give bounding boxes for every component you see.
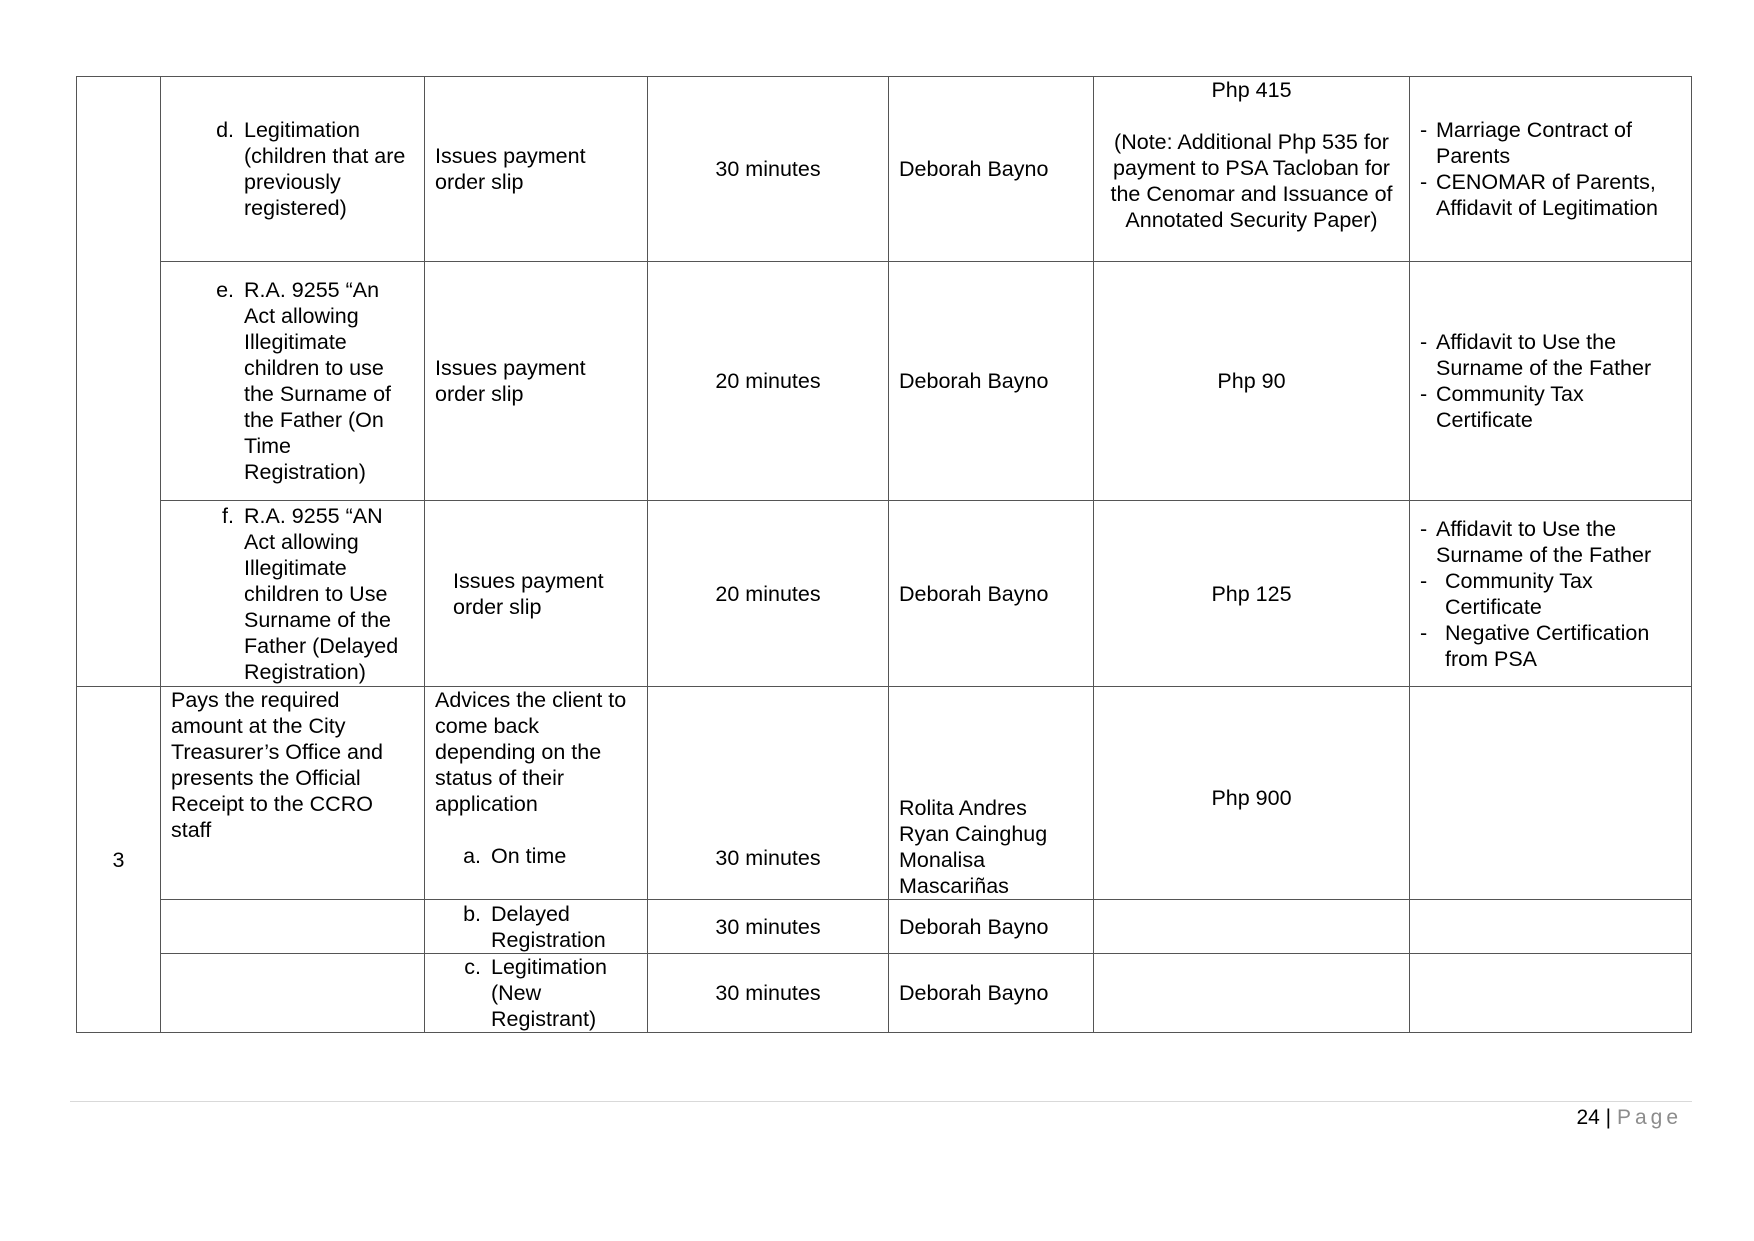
agency-action-cell bbox=[425, 954, 648, 1033]
requirements-cell: - Marriage Contract of Parents - CENOMAR of Parents, Affidavit of Legitimation bbox=[1410, 77, 1692, 262]
client-step-cell: Pays the required amount at the City Treasurer’s Office and presents the Official Receipt to the CCRO staff bbox=[161, 687, 425, 900]
person-name: Rolita Andres bbox=[899, 796, 1027, 820]
person-responsible-cell: Deborah Bayno bbox=[889, 262, 1094, 501]
person-responsible-cell bbox=[889, 687, 1094, 900]
processing-time-cell: 30 minutes bbox=[648, 687, 889, 900]
person-name: Ryan Cainghug bbox=[899, 822, 1048, 846]
footer-separator: | bbox=[1605, 1106, 1612, 1129]
step-number-cell bbox=[77, 77, 161, 687]
requirement-item: Community Tax Certificate bbox=[1445, 568, 1593, 619]
person-responsible-cell: Deborah Bayno bbox=[889, 900, 1094, 954]
client-step-cell bbox=[161, 77, 425, 262]
person-name: Mascariñas bbox=[899, 874, 1009, 898]
page-footer bbox=[1576, 1105, 1682, 1131]
agency-action-text: Advices the client to come back depending on the status of their application bbox=[435, 688, 627, 816]
step-number-cell: 3 bbox=[77, 687, 161, 1033]
agency-action-cell: Issues payment order slip bbox=[425, 501, 648, 687]
requirements-cell: - Affidavit to Use the Surname of the Father - Community Tax Certificate - Negative Certification from PSA bbox=[1410, 501, 1692, 687]
processing-time-cell: 30 minutes bbox=[648, 900, 889, 954]
action-item-text: On time bbox=[491, 844, 567, 868]
list-marker: e. bbox=[216, 278, 234, 302]
services-table bbox=[76, 76, 1692, 1033]
table-row bbox=[77, 954, 1692, 1033]
table-row bbox=[77, 262, 1692, 501]
requirement-item: Community Tax Certificate bbox=[1436, 382, 1584, 432]
person-responsible-cell: Deborah Bayno bbox=[889, 501, 1094, 687]
list-marker: b. bbox=[463, 901, 481, 926]
requirement-item: Marriage Contract of Parents bbox=[1436, 118, 1632, 168]
requirement-item: Affidavit to Use the Surname of the Father bbox=[1436, 330, 1652, 380]
client-step-cell bbox=[161, 954, 425, 1033]
requirements-cell bbox=[1410, 954, 1692, 1033]
agency-action-cell: Issues payment order slip bbox=[425, 262, 648, 501]
client-step-text: R.A. 9255 “An Act allowing Illegitimate children to use the Surname of the Father (On Time Registration) bbox=[244, 278, 392, 484]
fees-cell: Php 125 bbox=[1094, 501, 1410, 687]
action-item-text: Legitimation (New Registrant) bbox=[491, 955, 607, 1031]
requirements-cell: - Affidavit to Use the Surname of the Father - Community Tax Certificate bbox=[1410, 262, 1692, 501]
requirements-cell bbox=[1410, 687, 1692, 900]
client-step-cell bbox=[161, 501, 425, 687]
table-row bbox=[77, 77, 1692, 262]
list-marker: a. bbox=[463, 844, 481, 868]
requirement-item: CENOMAR of Parents, Affidavit of Legitimation bbox=[1436, 170, 1658, 220]
footer-divider bbox=[70, 1101, 1692, 1102]
fees-cell: Php 90 bbox=[1094, 262, 1410, 501]
requirement-item: Affidavit to Use the Surname of the Father bbox=[1436, 516, 1652, 567]
fee-note: (Note: Additional Php 535 for payment to PSA Tacloban for the Cenomar and Issuance of Annotated Security Paper) bbox=[1110, 130, 1393, 232]
client-step-text: R.A. 9255 “AN Act allowing Illegitimate children to Use Surname of the Father (Delayed Registration) bbox=[244, 503, 399, 684]
processing-time-cell: 20 minutes bbox=[648, 501, 889, 687]
agency-action-cell bbox=[425, 687, 648, 900]
page-number: 24 bbox=[1576, 1106, 1600, 1129]
fee-amount: Php 415 bbox=[1211, 78, 1292, 102]
fees-cell: Php 900 bbox=[1094, 687, 1410, 900]
table-row bbox=[77, 687, 1692, 900]
agency-action-cell bbox=[425, 900, 648, 954]
processing-time-cell: 20 minutes bbox=[648, 262, 889, 501]
list-marker: d. bbox=[216, 118, 234, 142]
processing-time-cell: 30 minutes bbox=[648, 954, 889, 1033]
fees-cell bbox=[1094, 954, 1410, 1033]
action-item-text: Delayed Registration bbox=[491, 901, 606, 952]
client-step-text: Legitimation (children that are previously registered) bbox=[244, 118, 406, 220]
fees-cell bbox=[1094, 77, 1410, 262]
person-responsible-cell: Deborah Bayno bbox=[889, 77, 1094, 262]
client-step-cell bbox=[161, 900, 425, 954]
processing-time-cell: 30 minutes bbox=[648, 77, 889, 262]
page-label: Page bbox=[1616, 1106, 1682, 1129]
agency-action-cell: Issues payment order slip bbox=[425, 77, 648, 262]
person-responsible-cell: Deborah Bayno bbox=[889, 954, 1094, 1033]
table-row bbox=[77, 501, 1692, 687]
fees-cell bbox=[1094, 900, 1410, 954]
list-marker: f. bbox=[222, 503, 234, 528]
requirement-item: Negative Certification from PSA bbox=[1445, 620, 1650, 671]
client-step-cell bbox=[161, 262, 425, 501]
table-row bbox=[77, 900, 1692, 954]
person-name: Monalisa bbox=[899, 848, 986, 872]
list-marker: c. bbox=[464, 955, 481, 979]
requirements-cell bbox=[1410, 900, 1692, 954]
